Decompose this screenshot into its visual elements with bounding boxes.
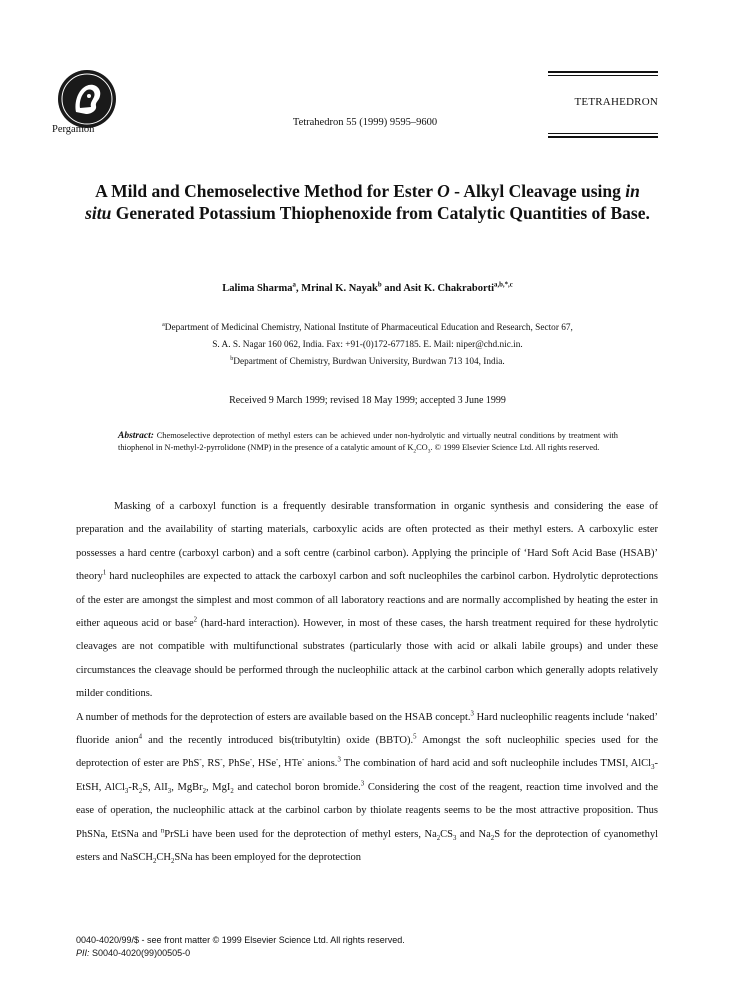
affiliation-a: $^a$Department of Medicinal Chemistry, National Institute of Pharmaceutical Education and Research, Sector 67,	[162, 321, 573, 333]
pii-line: PII: S0040-4020(99)00505-0	[76, 948, 191, 958]
received-dates: Received 9 March 1999; revised 18 May 1999; accepted 3 June 1999	[229, 395, 506, 406]
header-rule-top-thin	[548, 75, 658, 76]
elsevier-tree-logo-icon	[56, 68, 118, 130]
footer	[76, 934, 576, 960]
header-rule-top	[548, 71, 658, 73]
paragraph-2: A number of methods for the deprotection of esters are available based on the HSAB concept.$^3$ Hard nucleophilic reagents include ‘naked’ fluoride anion$^4$ and the recently introduced bis(tributyltin) oxide (BBTO).$^5$ Amongst the soft nucleophilic species used for the deprotection of ester are PhS-, RS-, PhSe-, HSe-, HTe- anions.$^3$ The combination of hard acid and soft nucleophile includes TMSI, AlCl$_3$-EtSH, $AlCl_3-R_2S$, AlI$_3$, MgBr$_2$, MgI$_2$ and catechol boron bromide.$^3$ Considering the cost of the reagent, reaction time involved and the ease of operation, the nucleophilic attack at the carbinol carbon by thiolate reagents seems to be the most attractive proposition. Thus PhSNa, EtSNa and $^n$PrSLi have been used for the deprotection of methyl esters, $Na_2CS_3$ and $Na_2S$ for the deprotection of cyanomethyl esters and $NaSCH_2CH_2SNa$ has been employed for the deprotection	[76, 710, 659, 866]
publisher-name: Pergamon	[52, 124, 95, 135]
copyright-line: 0040-4020/99/$ - see front matter © 1999 Elsevier Science Ltd. All rights reserved.	[76, 935, 405, 945]
header-rule-bottom	[548, 136, 658, 138]
abstract: Abstract: Chemoselective deprotection of methyl esters can be achieved under non-hydrolytic and virtually neutral conditions by treatment with thiophenol in N-methyl-2-pyrrolidone (NMP) in the presence of a catalytic amount of $K_2CO_3$. © 1999 Elsevier Science Ltd. All rights reserved.	[118, 431, 618, 455]
body-text	[76, 495, 658, 870]
affiliations	[80, 320, 655, 371]
article-title: A Mild and Chemoselective Method for Ester O - Alkyl Cleavage using in situ Generated Potassium Thiophenoxide from Catalytic Quantities of Base.	[85, 181, 650, 223]
abstract-label: Abstract:	[118, 431, 154, 441]
affiliation-b: $^b$Department of Chemistry, Burdwan University, Burdwan 713 104, India.	[230, 355, 505, 367]
header-rule-bottom-thin	[548, 133, 658, 134]
journal-name: TETRAHEDRON	[574, 96, 658, 108]
author-list: Lalima Sharma$^a$, Mrinal K. Nayak$^b$ and Asit K. Chakraborti$^{a,b,*,c}$	[222, 281, 513, 294]
paragraph-1: Masking of a carboxyl function is a frequently desirable transformation in organic synthesis and considering the ease of preparation and the availability of starting materials, carboxylic acids are often protected as their methyl esters. A carboxylic ester possesses a hard centre (carboxyl carbon) and a soft centre (carbinol carbon). Applying the principle of ‘Hard Soft Acid Base (HSAB)’ theory$^1$ hard nucleophiles are expected to attack the carboxyl carbon and soft nucleophiles the carbinol carbon. Hydrolytic deprotections of the ester are amongst the simplest and most common of all laboratory reactions and are normally accomplished by heating the ester in either aqueous acid or base$^2$ (hard-hard interaction). However, in most of these cases, the harsh treatment required for these hydrolytic cleavages are not compatible with multifunctional substrates (particularly those with acid or alkali labile groups) and under these circumstances the cleavage should be performed through the nucleophilic attack at the carbinol carbon which generally adopts relatively milder conditions.	[76, 501, 658, 700]
journal-citation: Tetrahedron 55 (1999) 9595–9600	[292, 117, 438, 128]
affiliation-a-line2: S. A. S. Nagar 160 062, India. Fax: +91-(0)172-677185. E. Mail: niper@chd.nic.in.	[212, 340, 523, 350]
